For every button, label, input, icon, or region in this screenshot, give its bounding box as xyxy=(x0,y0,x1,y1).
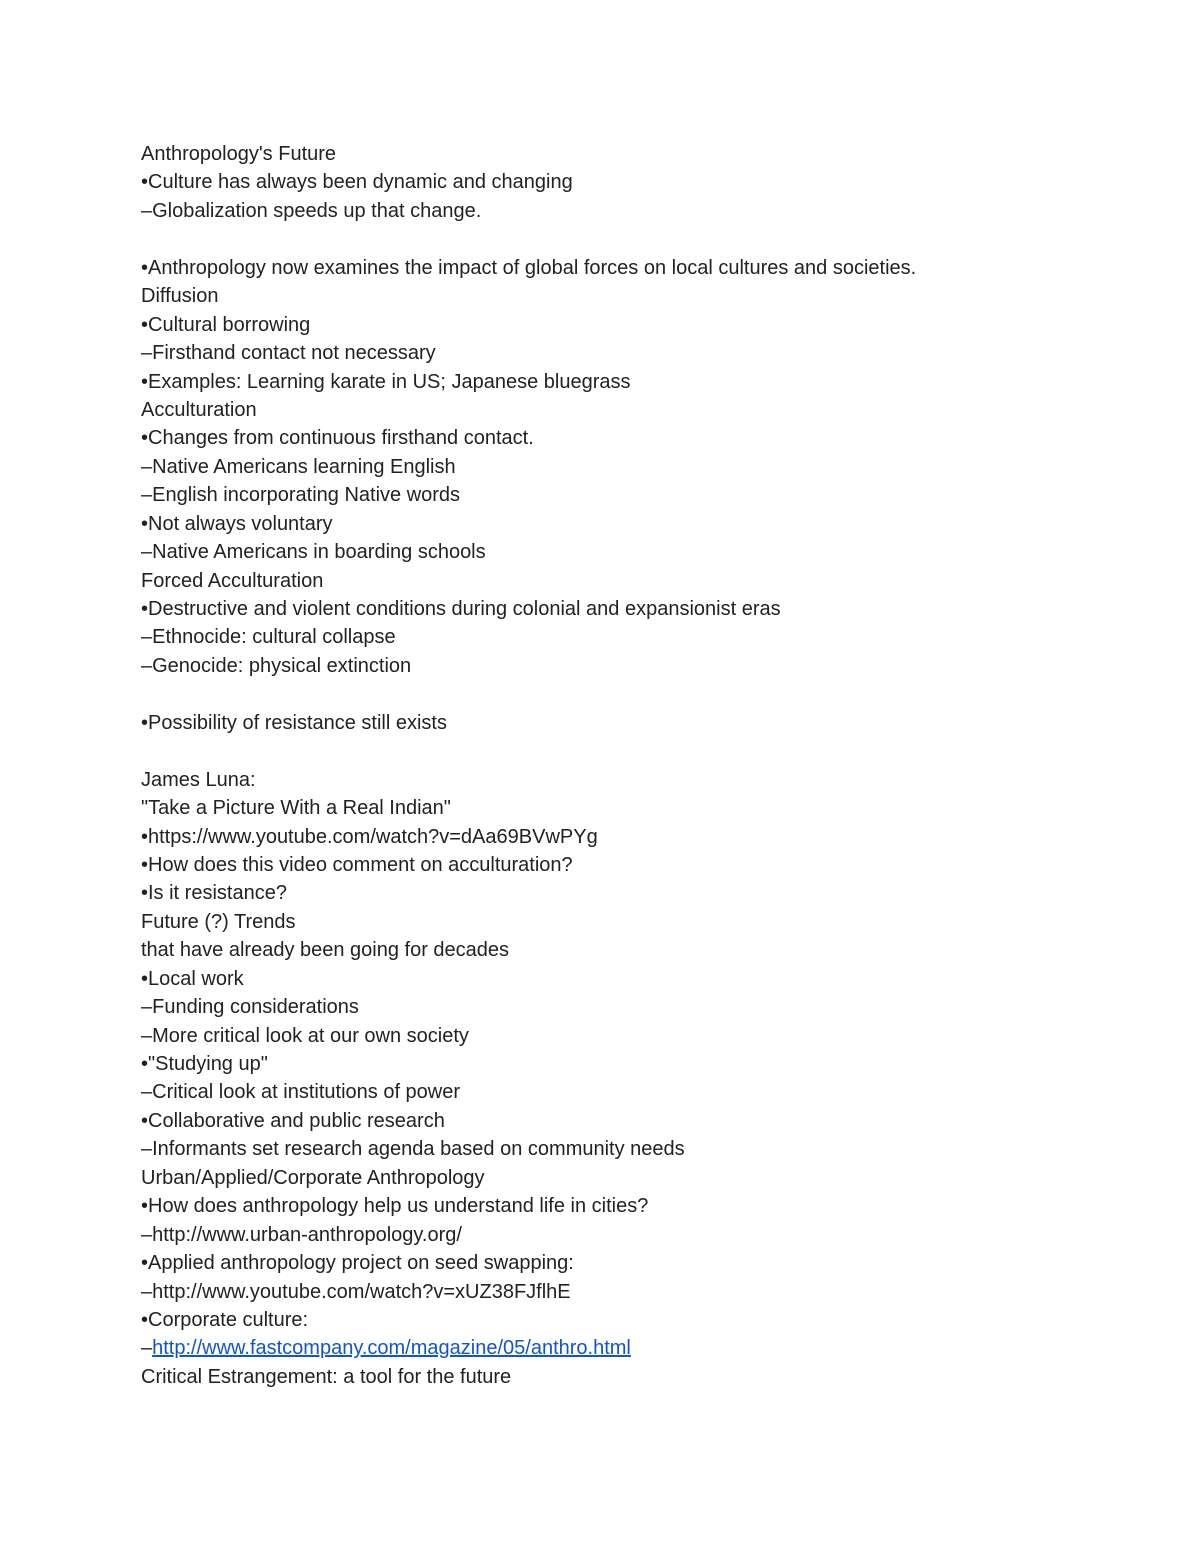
text-line: •"Studying up" xyxy=(141,1053,268,1075)
blank-line xyxy=(141,680,1141,708)
text-line: •Applied anthropology project on seed swapping: xyxy=(141,1252,574,1275)
final-line: Critical Estrangement: a tool for the future xyxy=(141,1365,512,1388)
text-line: –Native Americans learning English xyxy=(141,455,456,478)
text-line: •Changes from continuous firsthand contact. xyxy=(141,427,534,450)
text-line: •Collaborative and public research xyxy=(141,1109,445,1132)
text-line: •Destructive and violent conditions during colonial and expansionist eras xyxy=(141,598,781,620)
text-line: –Native Americans in boarding schools xyxy=(141,541,486,564)
text-line: •Anthropology now examines the impact of global forces on local cultures and societies. xyxy=(141,256,917,279)
link-line xyxy=(141,1334,1141,1362)
document-body xyxy=(141,140,1141,1391)
text-line: •Local work xyxy=(141,967,244,990)
blank-line xyxy=(141,737,1141,765)
text-line: –http://www.urban-anthropology.org/ xyxy=(141,1223,462,1246)
text-line: –Ethnocide: cultural collapse xyxy=(141,626,396,649)
link-prefix: – xyxy=(141,1337,153,1360)
text-line: –http://www.youtube.com/watch?v=xUZ38FJflhE xyxy=(141,1280,571,1303)
text-line: –Firsthand contact not necessary xyxy=(141,342,436,365)
fastcompany-link[interactable]: http://www.fastcompany.com/magazine/05/anthro.html xyxy=(152,1337,631,1360)
text-line: •Corporate culture: xyxy=(141,1308,309,1331)
text-line: •Examples: Learning karate in US; Japanese bluegrass xyxy=(141,370,631,393)
text-line: –English incorporating Native words xyxy=(141,484,461,507)
text-line: Acculturation xyxy=(141,398,257,421)
text-line: Diffusion xyxy=(141,285,219,308)
text-line: that have already been going for decades xyxy=(141,939,510,962)
text-line: –More critical look at our own society xyxy=(141,1024,469,1047)
text-line: –Globalization speeds up that change. xyxy=(141,199,482,222)
text-line: •https://www.youtube.com/watch?v=dAa69BVwPYg xyxy=(141,825,598,848)
text-line: –Informants set research agenda based on community needs xyxy=(141,1138,685,1161)
text-line: Anthropology's Future xyxy=(141,143,337,165)
text-line: –Critical look at institutions of power xyxy=(141,1081,461,1104)
text-line: Urban/Applied/Corporate Anthropology xyxy=(141,1166,485,1189)
text-line: •Cultural borrowing xyxy=(141,313,311,336)
text-line: Forced Acculturation xyxy=(141,569,324,592)
text-line: •Possibility of resistance still exists xyxy=(141,711,447,734)
text-line: James Luna: xyxy=(141,768,256,791)
text-line: •How does this video comment on acculturation? xyxy=(141,853,573,876)
blank-line xyxy=(141,225,1141,253)
text-line: •Is it resistance? xyxy=(141,882,287,905)
text-line: Future (?) Trends xyxy=(141,910,296,933)
text-line: •How does anthropology help us understand life in cities? xyxy=(141,1195,649,1218)
text-line: –Genocide: physical extinction xyxy=(141,654,412,677)
text-line: –Funding considerations xyxy=(141,996,359,1019)
text-line: "Take a Picture With a Real Indian" xyxy=(141,797,451,820)
text-line: •Culture has always been dynamic and changing xyxy=(141,171,573,194)
text-line: •Not always voluntary xyxy=(141,512,333,535)
